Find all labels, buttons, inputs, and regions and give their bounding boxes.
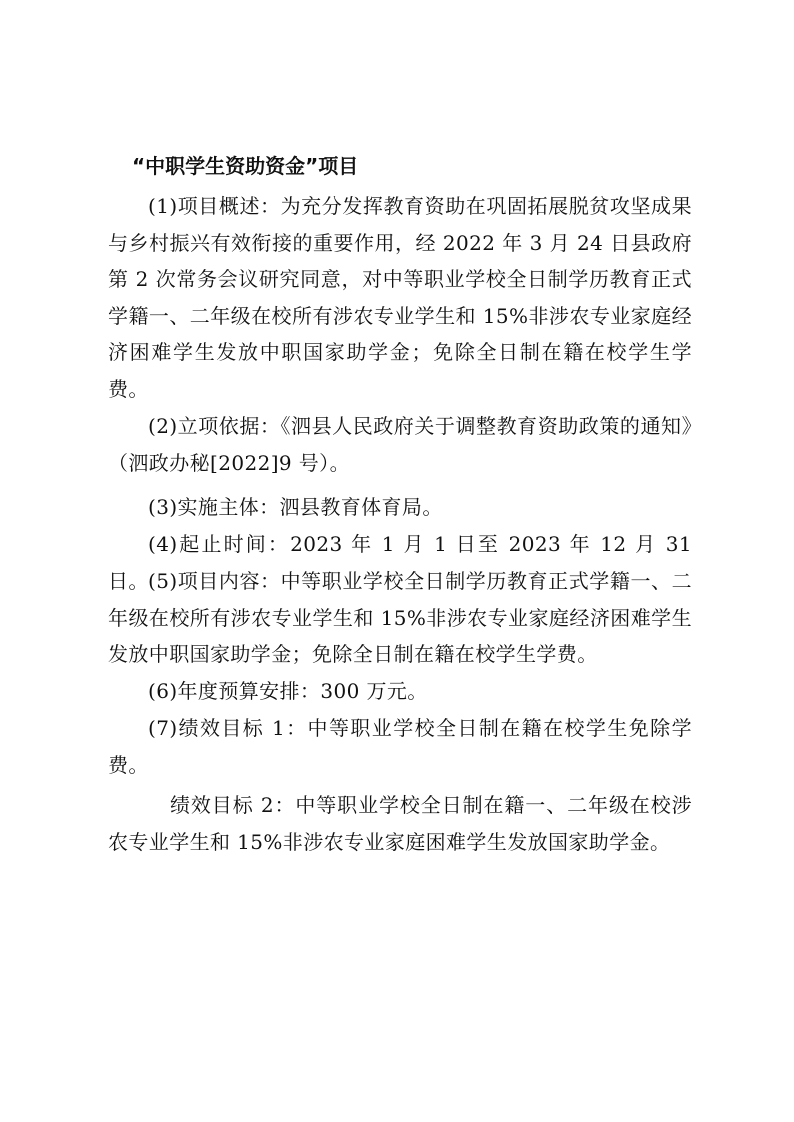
paragraph-goal-1: (7)绩效目标 1：中等职业学校全日制在籍在校学生免除学费。 xyxy=(108,716,692,777)
paragraph-content: (5)项目内容：中等职业学校全日制学历教育正式学籍一、二年级在校所有涉农专业学生和 15%非涉农专业家庭经济困难学生发放中职国家助学金；免除全日制在籍在校学生学费。 xyxy=(108,569,692,666)
paragraph-period: (4)起止时间：2023 年 1 月 1 日至 2023 年 12 月 31 日。 xyxy=(108,532,692,593)
paragraph-goal-2: 绩效目标 2：中等职业学校全日制在籍一、二年级在校涉农专业学生和 15%非涉农专业家庭困难学生发放国家助学金。 xyxy=(108,793,692,854)
paragraph-implementer: (3)实施主体：泗县教育体育局。 xyxy=(148,495,443,519)
project-heading: “中职学生资助资金”项目 xyxy=(132,154,359,178)
paragraph-budget: (6)年度预算安排：300 万元。 xyxy=(148,679,428,703)
paragraph-basis: (2)立项依据：《泗县人民政府关于调整教育资助政策的通知》（泗政办秘[2022]9 号）。 xyxy=(108,414,692,475)
paragraph-overview: (1)项目概述：为充分发挥教育资助在巩固拓展脱贫攻坚成果与乡村振兴有效衔接的重要作用，经 2022 年 3 月 24 日县政府第 2 次常务会议研究同意，对中等职业学校全日制学历教育正式学籍一、二年级在校所有涉农专业学生和 15%非涉农专业家庭经济困难学生发放中职国家助学金；免除全日制在籍在校学生学费。 xyxy=(108,194,692,401)
